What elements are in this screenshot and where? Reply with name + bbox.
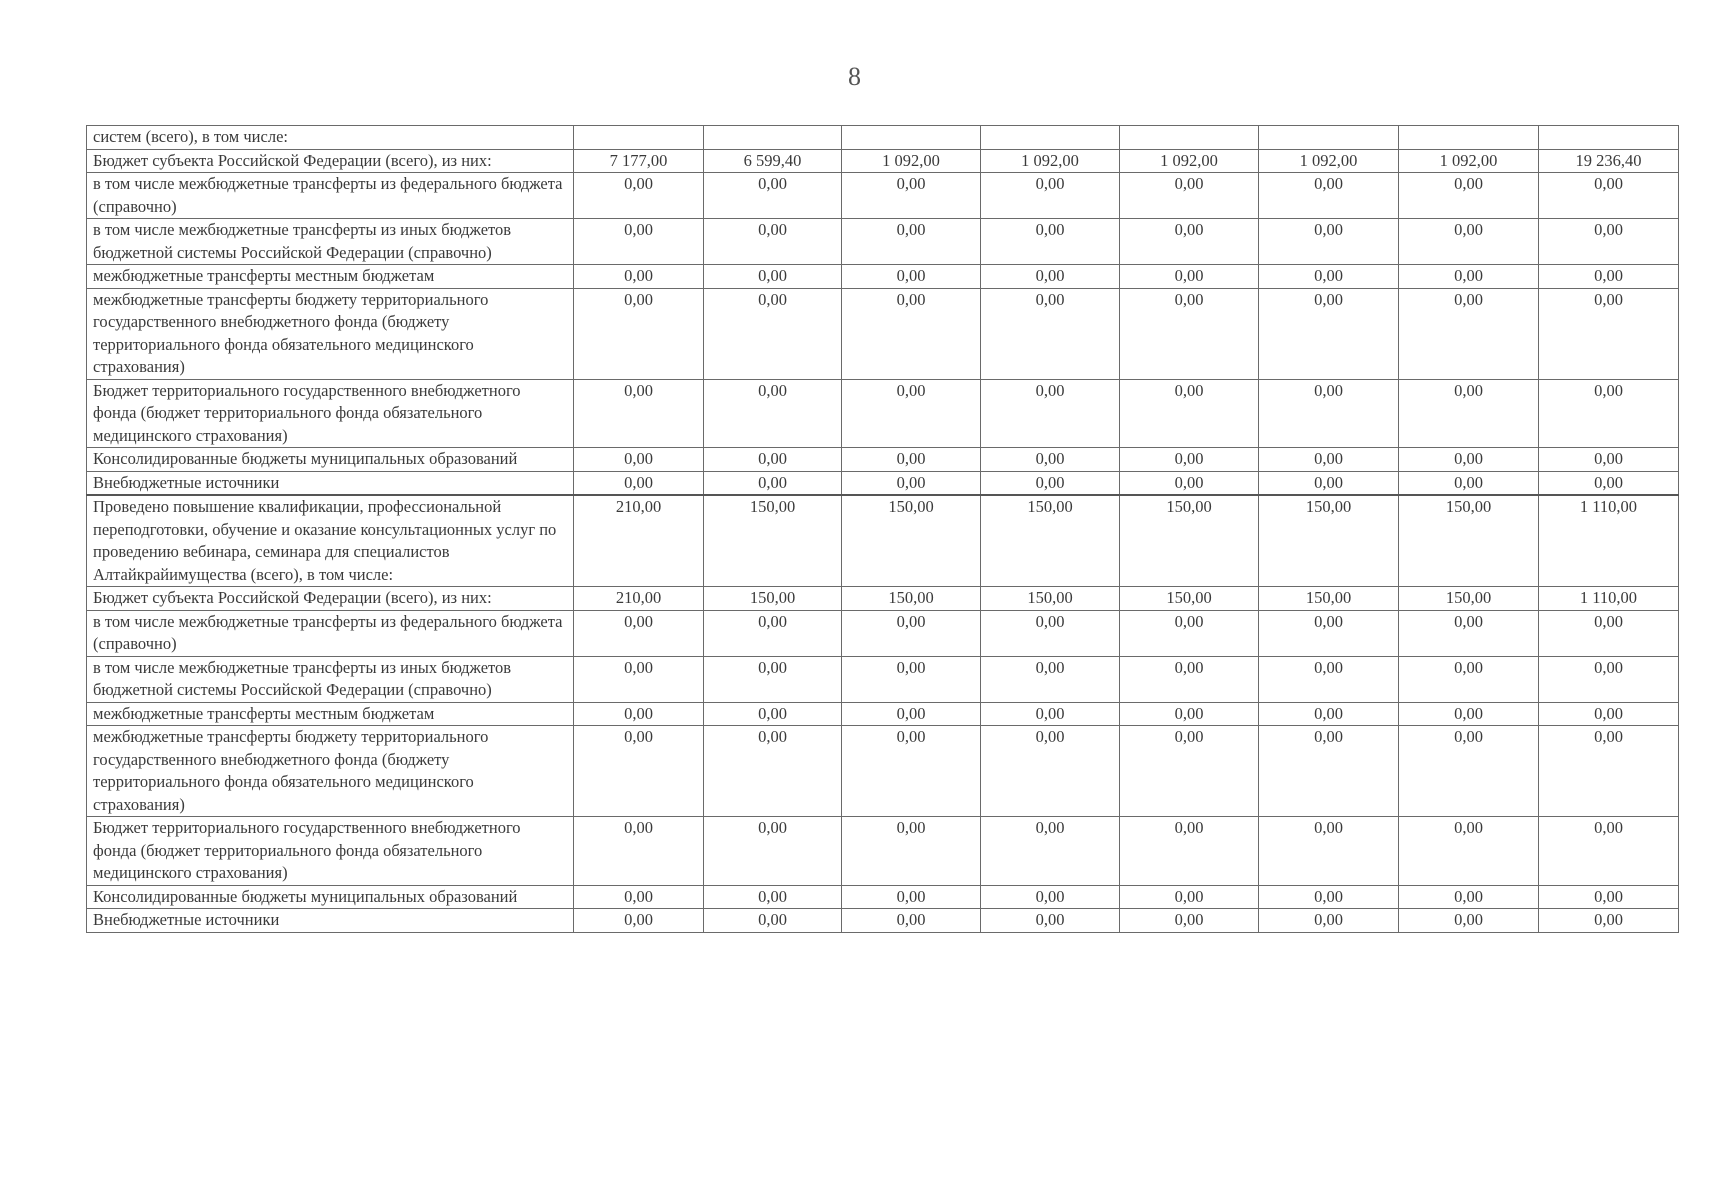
row-value: 0,00 [1120,448,1259,472]
row-value: 0,00 [981,726,1120,817]
row-label: Консолидированные бюджеты муниципальных образований [87,448,574,472]
row-value [1399,126,1539,150]
table-row [87,909,1679,933]
row-value: 0,00 [842,448,981,472]
row-value: 0,00 [1259,379,1399,448]
row-value: 0,00 [981,219,1120,265]
row-value: 0,00 [1120,817,1259,886]
row-value: 0,00 [704,656,842,702]
row-value: 150,00 [1399,587,1539,611]
row-value: 1 092,00 [981,149,1120,173]
row-value: 0,00 [704,885,842,909]
row-value: 150,00 [704,587,842,611]
row-value: 0,00 [704,379,842,448]
row-value: 0,00 [1259,817,1399,886]
row-value: 0,00 [981,885,1120,909]
row-value: 0,00 [981,379,1120,448]
row-value: 0,00 [1259,610,1399,656]
row-value [1259,126,1399,150]
row-value: 19 236,40 [1539,149,1679,173]
row-value: 0,00 [842,173,981,219]
row-value: 0,00 [1259,288,1399,379]
row-value: 210,00 [574,587,704,611]
table-row [87,726,1679,817]
row-value: 0,00 [1539,726,1679,817]
row-label: Бюджет субъекта Российской Федерации (всего), из них: [87,149,574,173]
table-row [87,288,1679,379]
row-value: 0,00 [574,379,704,448]
row-value: 0,00 [1539,379,1679,448]
row-label: Внебюджетные источники [87,909,574,933]
row-value: 0,00 [704,288,842,379]
row-value: 0,00 [981,610,1120,656]
row-label: межбюджетные трансферты бюджету территориального государственного внебюджетного фонда (бюджету территориального фонда обязательного медицинского страхования) [87,288,574,379]
row-value: 0,00 [981,656,1120,702]
row-label: в том числе межбюджетные трансферты из иных бюджетов бюджетной системы Российской Федерации (справочно) [87,219,574,265]
row-value: 0,00 [704,726,842,817]
row-value: 0,00 [704,817,842,886]
table-row [87,219,1679,265]
row-value: 0,00 [574,610,704,656]
row-value: 0,00 [1259,726,1399,817]
row-value: 0,00 [842,702,981,726]
row-value: 0,00 [1120,610,1259,656]
row-value [1120,126,1259,150]
table-row [87,817,1679,886]
row-value: 0,00 [1259,471,1399,495]
row-value: 0,00 [1399,219,1539,265]
row-value: 0,00 [1399,265,1539,289]
row-label: в том числе межбюджетные трансферты из федерального бюджета (справочно) [87,173,574,219]
row-value: 1 092,00 [842,149,981,173]
row-value: 0,00 [842,656,981,702]
row-value: 0,00 [1259,448,1399,472]
budget-table [86,125,1679,933]
row-value: 0,00 [1399,288,1539,379]
row-value: 0,00 [1120,219,1259,265]
row-value: 0,00 [842,471,981,495]
row-value: 0,00 [842,610,981,656]
row-value: 0,00 [574,817,704,886]
row-value: 0,00 [1120,288,1259,379]
row-value: 0,00 [981,702,1120,726]
row-value: 0,00 [574,471,704,495]
row-value: 0,00 [1120,885,1259,909]
row-value: 1 092,00 [1399,149,1539,173]
row-value: 1 092,00 [1259,149,1399,173]
row-value [1539,126,1679,150]
row-value: 0,00 [1539,288,1679,379]
row-value: 0,00 [574,885,704,909]
row-value: 0,00 [1539,471,1679,495]
row-value: 0,00 [981,817,1120,886]
row-value: 0,00 [574,726,704,817]
row-value: 0,00 [1399,173,1539,219]
row-value: 0,00 [704,265,842,289]
row-value: 0,00 [842,726,981,817]
row-value: 6 599,40 [704,149,842,173]
row-value: 0,00 [981,909,1120,933]
row-label: Бюджет территориального государственного внебюджетного фонда (бюджет территориального фонда обязательного медицинского страхования) [87,817,574,886]
row-value: 0,00 [1539,448,1679,472]
row-value: 150,00 [1120,587,1259,611]
row-value: 1 110,00 [1539,495,1679,587]
row-value: 0,00 [1259,909,1399,933]
row-label: систем (всего), в том числе: [87,126,574,150]
row-value: 0,00 [1539,656,1679,702]
table-row [87,610,1679,656]
row-value: 0,00 [574,288,704,379]
row-value: 0,00 [1539,817,1679,886]
row-value: 0,00 [1399,379,1539,448]
row-value: 0,00 [1539,173,1679,219]
row-label: межбюджетные трансферты бюджету территориального государственного внебюджетного фонда (бюджету территориального фонда обязательного медицинского страхования) [87,726,574,817]
row-value: 0,00 [704,471,842,495]
row-value: 0,00 [842,219,981,265]
row-value: 0,00 [1259,885,1399,909]
row-value: 0,00 [1399,448,1539,472]
row-value: 0,00 [1399,817,1539,886]
table-row [87,126,1679,150]
row-value: 0,00 [1539,219,1679,265]
row-value: 0,00 [1120,909,1259,933]
row-value: 0,00 [842,885,981,909]
row-value: 0,00 [1399,702,1539,726]
row-value: 0,00 [1120,265,1259,289]
row-value: 210,00 [574,495,704,587]
row-label: Бюджет территориального государственного внебюджетного фонда (бюджет территориального фонда обязательного медицинского страхования) [87,379,574,448]
row-value: 0,00 [842,379,981,448]
row-value: 0,00 [1539,702,1679,726]
row-value: 150,00 [842,587,981,611]
row-value [842,126,981,150]
row-value: 0,00 [1120,173,1259,219]
row-value [981,126,1120,150]
row-label: межбюджетные трансферты местным бюджетам [87,702,574,726]
row-value: 0,00 [574,656,704,702]
row-value: 0,00 [1259,656,1399,702]
table-row [87,587,1679,611]
row-value: 0,00 [981,173,1120,219]
row-value: 0,00 [1399,885,1539,909]
row-value: 0,00 [1399,726,1539,817]
row-label: в том числе межбюджетные трансферты из иных бюджетов бюджетной системы Российской Федерации (справочно) [87,656,574,702]
row-value: 0,00 [1539,885,1679,909]
row-label: Бюджет субъекта Российской Федерации (всего), из них: [87,587,574,611]
row-value [704,126,842,150]
row-label: Проведено повышение квалификации, профессиональной переподготовки, обучение и оказание консультационных услуг по проведению вебинара, семинара для специалистов Алтайкрайимущества (всего), в том числе: [87,495,574,587]
row-value: 0,00 [574,219,704,265]
row-value: 0,00 [981,471,1120,495]
row-value: 0,00 [981,265,1120,289]
row-value: 0,00 [1120,471,1259,495]
row-value: 0,00 [1539,610,1679,656]
row-value: 0,00 [704,173,842,219]
row-value: 150,00 [1259,495,1399,587]
table-row [87,656,1679,702]
table-row [87,471,1679,495]
row-value: 0,00 [842,909,981,933]
row-value: 150,00 [1399,495,1539,587]
row-value: 0,00 [842,288,981,379]
row-value: 0,00 [1399,656,1539,702]
row-value: 0,00 [1120,656,1259,702]
row-value: 1 092,00 [1120,149,1259,173]
row-value: 0,00 [704,219,842,265]
row-value: 0,00 [574,909,704,933]
row-value: 0,00 [1539,909,1679,933]
table-row [87,448,1679,472]
row-value: 0,00 [1399,471,1539,495]
row-value: 0,00 [981,288,1120,379]
table-row [87,379,1679,448]
row-value: 0,00 [1399,909,1539,933]
table-body [87,126,1679,933]
row-label: межбюджетные трансферты местным бюджетам [87,265,574,289]
row-value: 0,00 [574,173,704,219]
row-value: 1 110,00 [1539,587,1679,611]
row-value: 0,00 [1539,265,1679,289]
row-value: 0,00 [1259,702,1399,726]
row-value: 0,00 [1120,379,1259,448]
row-value: 7 177,00 [574,149,704,173]
table-row [87,265,1679,289]
row-value: 0,00 [1399,610,1539,656]
row-value: 0,00 [704,610,842,656]
row-value: 0,00 [1120,702,1259,726]
row-label: Внебюджетные источники [87,471,574,495]
table-row [87,885,1679,909]
table-row [87,173,1679,219]
row-value: 150,00 [981,495,1120,587]
row-value: 0,00 [574,448,704,472]
row-value: 0,00 [1120,726,1259,817]
row-value: 0,00 [1259,219,1399,265]
row-value: 0,00 [1259,173,1399,219]
row-value: 150,00 [704,495,842,587]
row-value: 0,00 [704,909,842,933]
row-value: 0,00 [981,448,1120,472]
row-value: 150,00 [1259,587,1399,611]
row-value: 0,00 [574,702,704,726]
row-value: 0,00 [704,448,842,472]
table-row [87,702,1679,726]
row-value: 0,00 [1259,265,1399,289]
row-value: 0,00 [842,817,981,886]
row-value: 150,00 [981,587,1120,611]
page-number: 8 [848,62,861,91]
row-value: 150,00 [1120,495,1259,587]
row-label: в том числе межбюджетные трансферты из федерального бюджета (справочно) [87,610,574,656]
row-label: Консолидированные бюджеты муниципальных образований [87,885,574,909]
row-value: 150,00 [842,495,981,587]
row-value [574,126,704,150]
table-row [87,495,1679,587]
table-row [87,149,1679,173]
row-value: 0,00 [574,265,704,289]
row-value: 0,00 [704,702,842,726]
row-value: 0,00 [842,265,981,289]
